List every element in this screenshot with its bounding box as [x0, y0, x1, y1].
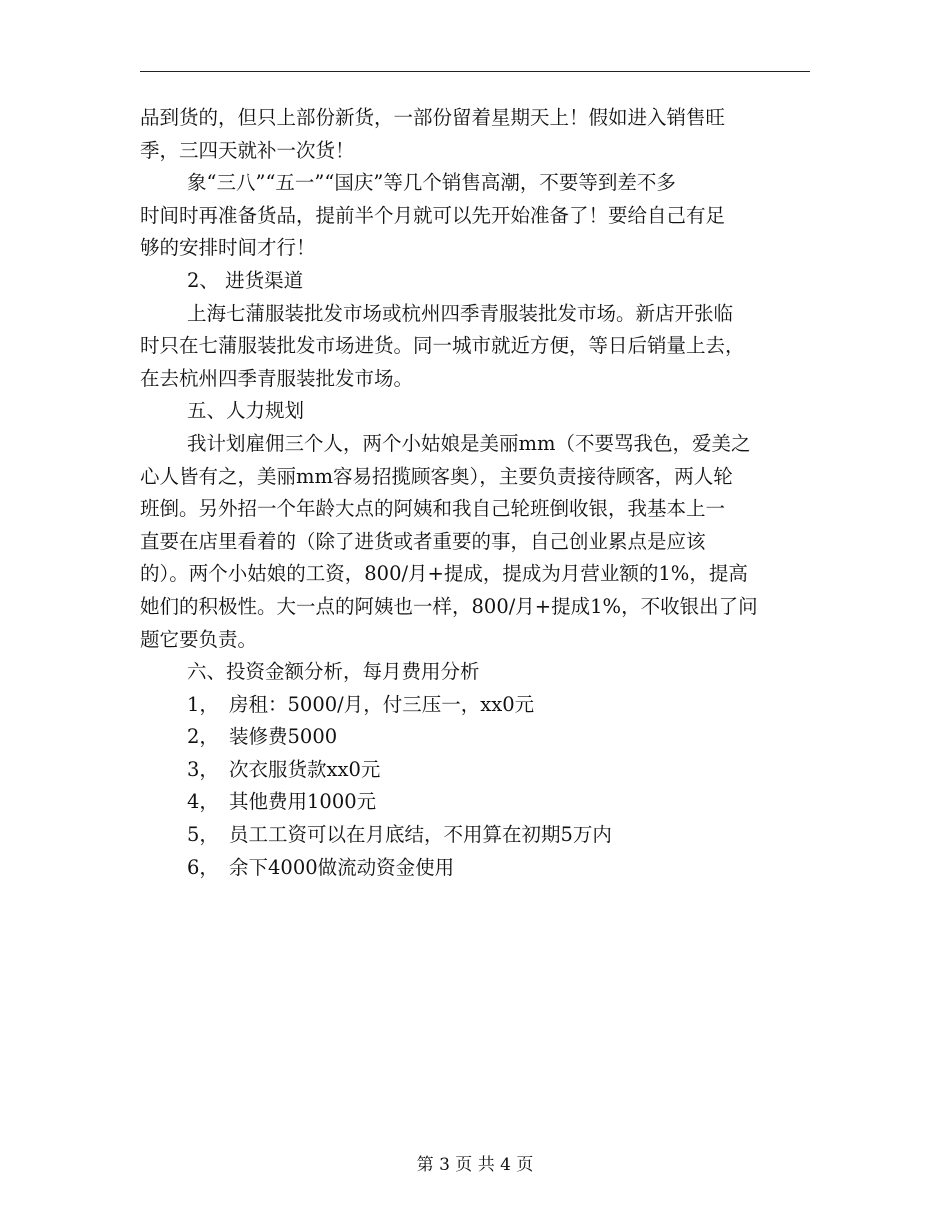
paragraph-line: 她们的积极性。大一点的阿姨也一样，800/月+提成1%，不收银出了问 [140, 594, 758, 618]
paragraph-line: 季，三四天就补一次货！ [140, 138, 355, 162]
list-item-number: 4， [187, 790, 219, 814]
paragraph-line: 我计划雇佣三个人，两个小姑娘是美丽mm（不要骂我色，爱美之 [187, 431, 751, 455]
list-item-text: 其他费用1000元 [229, 790, 377, 814]
paragraph-line: 的）。两个小姑娘的工资，800/月+提成，提成为月营业额的1%，提高 [140, 562, 748, 586]
list-item-number: 5， [187, 823, 219, 847]
paragraph-line: 在去杭州四季青服装批发市场。 [140, 366, 414, 390]
list-item [140, 721, 810, 754]
document-body [140, 102, 810, 884]
paragraph-line: 时间时再准备货品，提前半个月就可以先开始准备了！要给自己有足 [140, 203, 726, 227]
list-item [140, 786, 810, 819]
paragraph-line: 象“三八”“五一”“国庆”等几个销售高潮，不要等到差不多 [187, 171, 676, 195]
list-item-number: 6， [187, 855, 219, 879]
page-number-footer: 第 3 页 共 4 页 [416, 1155, 534, 1175]
paragraph-line: 心人皆有之，美丽mm容易招揽顾客奥），主要负责接待顾客，两人轮 [140, 464, 733, 488]
paragraph-line: 上海七蒲服装批发市场或杭州四季青服装批发市场。新店开张临 [187, 301, 734, 325]
list-item [140, 754, 810, 787]
section-heading-staffing: 五、人力规划 [187, 399, 305, 423]
list-item [140, 819, 810, 852]
paragraph-line: 题它要负责。 [140, 627, 258, 651]
paragraph-line: 时只在七蒲服装批发市场进货。同一城市就近方便，等日后销量上去， [140, 334, 745, 358]
header-rule [140, 71, 810, 72]
list-item-number: 2， [187, 725, 219, 749]
list-item [140, 689, 810, 722]
paragraph-line: 班倒。另外招一个年龄大点的阿姨和我自己轮班倒收银，我基本上一 [140, 497, 726, 521]
paragraph-line: 够的安排时间才行！ [140, 236, 316, 260]
list-item-text: 装修费5000 [229, 725, 338, 749]
list-item-text: 余下4000做流动资金使用 [229, 855, 455, 879]
section-heading-investment: 六、投资金额分析，每月费用分析 [187, 660, 480, 684]
paragraph-line: 品到货的，但只上部份新货，一部份留着星期天上！假如进入销售旺 [140, 106, 726, 129]
section-heading-purchase-channel: 2、 进货渠道 [187, 268, 304, 292]
list-item-number: 3， [187, 757, 219, 781]
list-item-text: 员工工资可以在月底结，不用算在初期5万内 [229, 823, 612, 847]
list-item [140, 852, 810, 885]
paragraph-line: 直要在店里看着的（除了进货或者重要的事，自己创业累点是应该 [140, 529, 706, 553]
list-item-text: 次衣服货款xx0元 [229, 757, 381, 781]
list-item-text: 房租：5000/月，付三压一，xx0元 [229, 692, 535, 716]
list-item-number: 1， [187, 692, 219, 716]
